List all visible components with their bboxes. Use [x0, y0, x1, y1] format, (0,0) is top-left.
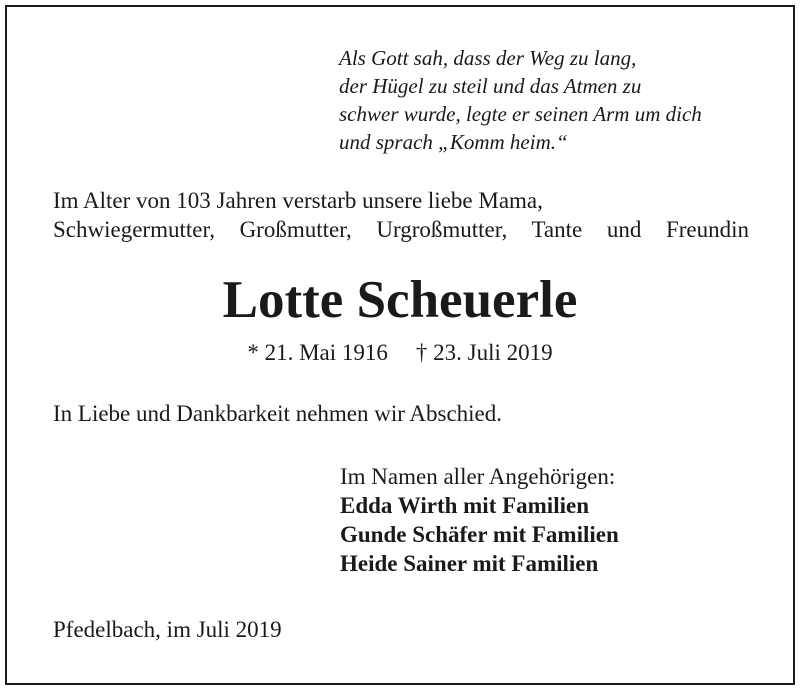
- poem-line: der Hügel zu steil und das Atmen zu: [339, 74, 642, 98]
- deceased-name: Lotte Scheuerle: [222, 271, 578, 329]
- birth-date: * 21. Mai 1916: [247, 340, 388, 365]
- signer-name: Gunde Schäfer mit Familien: [340, 522, 619, 547]
- poem-line: Als Gott sah, dass der Weg zu lang,: [339, 46, 637, 70]
- intro-line: Schwiegermutter, Großmutter, Urgroßmutter, Tante und Freundin: [53, 217, 749, 242]
- place-date: Pfedelbach, im Juli 2019: [53, 617, 282, 642]
- poem-line: schwer wurde, legte er seinen Arm um dich: [339, 102, 702, 126]
- life-dates: [0, 338, 800, 368]
- poem-verse: [339, 44, 702, 156]
- signer-name: Edda Wirth mit Familien: [340, 493, 589, 518]
- signers-block: [340, 462, 619, 578]
- poem-line: und sprach „Komm heim.“: [339, 130, 568, 154]
- signers-lead: Im Namen aller Angehörigen:: [340, 464, 616, 489]
- intro-text: [53, 186, 749, 244]
- farewell-text: In Liebe und Dankbarkeit nehmen wir Abschied.: [53, 401, 503, 426]
- signer-name: Heide Sainer mit Familien: [340, 551, 599, 576]
- death-date: † 23. Juli 2019: [415, 340, 553, 365]
- intro-line: Im Alter von 103 Jahren verstarb unsere liebe Mama,: [53, 188, 543, 213]
